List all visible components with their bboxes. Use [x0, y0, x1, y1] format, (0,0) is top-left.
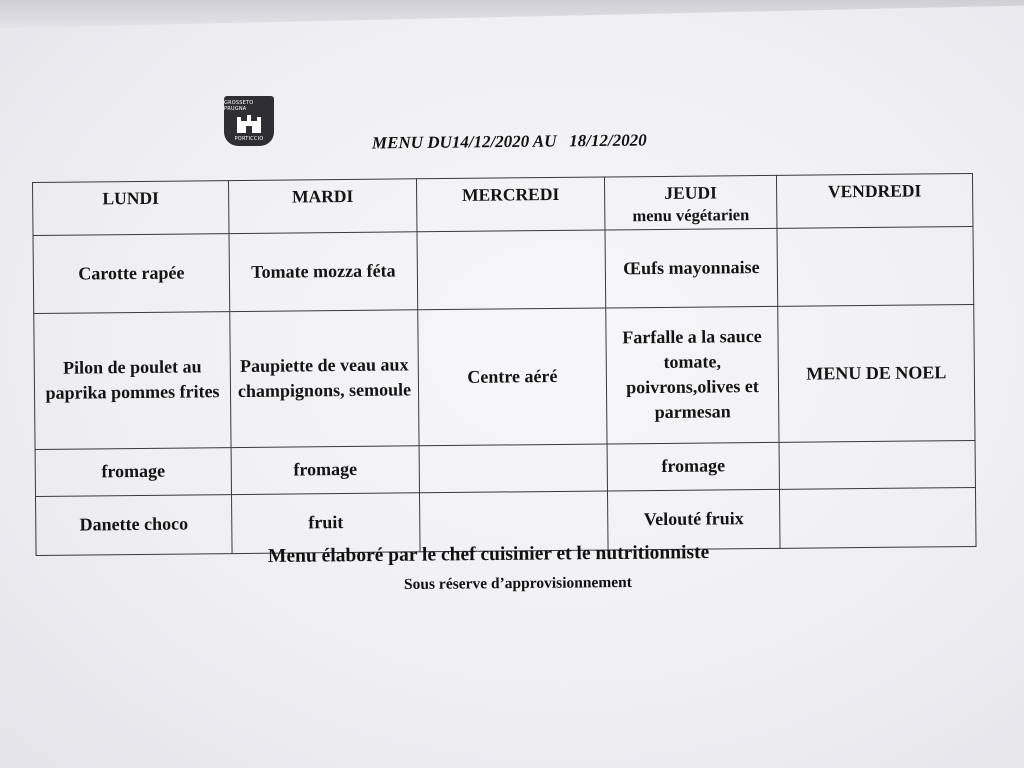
cheese-monday: fromage [35, 447, 231, 496]
starter-wednesday [417, 230, 606, 309]
starter-tuesday: Tomate mozza féta [229, 232, 418, 311]
cheese-thursday: fromage [607, 442, 779, 491]
day-header-thursday: JEUDI menu végétarien [604, 175, 777, 230]
main-course-row [34, 304, 975, 449]
main-wednesday: Centre aéré [418, 308, 607, 446]
dessert-friday [779, 487, 976, 548]
municipal-crest-logo [224, 96, 274, 146]
starter-monday: Carotte rapée [33, 234, 230, 314]
logo-bottom-text: PORTICCIO [234, 136, 264, 142]
castle-icon [234, 113, 264, 135]
cheese-tuesday: fromage [231, 445, 419, 494]
starter-thursday: Œufs mayonnaise [605, 228, 778, 307]
starter-friday [777, 227, 974, 307]
vegetarian-note: menu végétarien [632, 205, 750, 226]
dessert-tuesday: fruit [232, 492, 421, 553]
footer-supply-note: Sous réserve d’approvisionnement [403, 574, 632, 593]
cheese-friday [779, 440, 975, 489]
starter-row [33, 227, 974, 314]
logo-top-text: GROSSETO PRUGNA [224, 100, 254, 112]
main-monday: Pilon de poulet au paprika pommes frites [34, 311, 231, 449]
day-header-monday: LUNDI [33, 181, 230, 236]
dessert-monday: Danette choco [36, 494, 233, 555]
main-thursday: Farfalle a la sauce tomate, poivrons,olives et parmesan [606, 306, 779, 444]
cheese-wednesday [419, 444, 607, 493]
day-header-tuesday: MARDI [228, 179, 417, 234]
header-row [33, 173, 973, 235]
footer-chef-note: Menu élaboré par le chef cuisinier et le nutritionniste [267, 542, 710, 567]
weekly-menu-table [32, 173, 977, 556]
dessert-thursday: Velouté fruix [607, 489, 780, 550]
day-header-friday: VENDREDI [776, 173, 973, 228]
main-friday: MENU DE NOEL [778, 304, 975, 442]
menu-title: MENU DU14/12/2020 AU 18/12/2020 [371, 130, 647, 153]
day-header-wednesday: MERCREDI [416, 177, 605, 232]
main-tuesday: Paupiette de veau aux champignons, semoule [230, 310, 419, 448]
menu-table-wrapper [32, 173, 994, 554]
